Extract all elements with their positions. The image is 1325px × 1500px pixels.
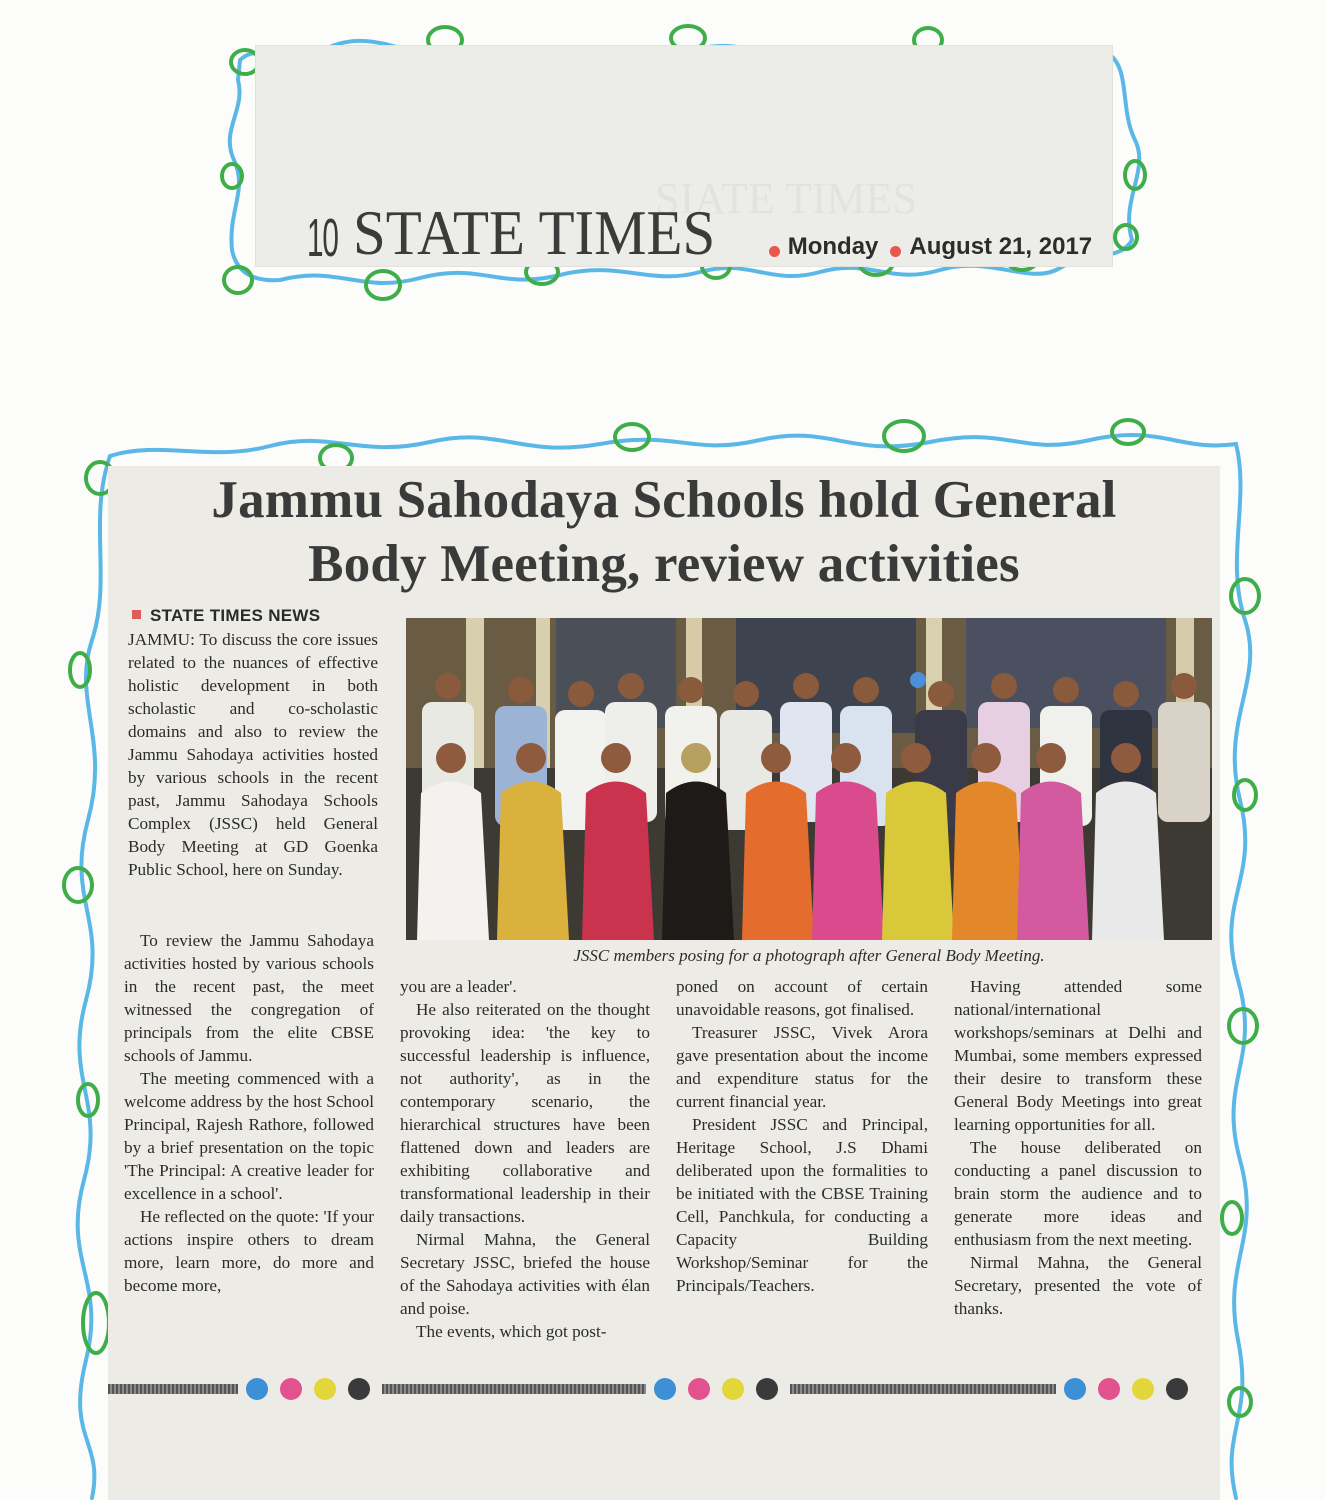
registration-dot	[1132, 1378, 1154, 1400]
column-1-top	[128, 628, 378, 881]
paragraph: He also reiterated on the thought provoking idea: 'the key to successful leadership is influence, not authority', as in the contemporary scenario, the hierarchical structures have been flattened down and leaders are exhibiting collaborative and transformational leadership in their daily transactions.	[400, 1000, 650, 1226]
registration-dot	[280, 1378, 302, 1400]
bullet-square-icon	[132, 610, 141, 619]
photo-caption: JSSC members posing for a photograph after General Body Meeting.	[573, 946, 1045, 965]
column-3	[676, 975, 928, 1297]
paragraph: He reflected on the quote: 'If your actions inspire others to dream more, learn more, do more and become more,	[124, 1207, 374, 1295]
paragraph: Nirmal Mahna, the General Secretary JSSC, briefed the house of the Sahodaya activities with élan and poise.	[400, 1230, 650, 1318]
registration-dot	[1098, 1378, 1120, 1400]
headline	[108, 468, 1220, 596]
registration-dot	[348, 1378, 370, 1400]
headline-line-1: Jammu Sahodaya Schools hold General	[211, 471, 1117, 529]
paragraph: The events, which got post-	[416, 1322, 607, 1341]
column-1-bottom	[124, 929, 374, 1297]
bleed-through-text: SIATE TIMES	[655, 174, 917, 223]
paragraph: The house deliberated on conducting a panel discussion to brain storm the audience and to generate more ideas and enthusiasm from the next meeting.	[954, 1138, 1202, 1249]
page-number: 10	[307, 208, 338, 268]
article-clipping	[108, 466, 1220, 1500]
registration-dot	[756, 1378, 778, 1400]
paragraph: poned on account of certain unavoidable reasons, got finalised.	[676, 977, 928, 1019]
registration-dot	[246, 1378, 268, 1400]
paragraph: you are a leader'.	[400, 977, 517, 996]
masthead-clipping	[255, 45, 1113, 267]
column-4	[954, 975, 1202, 1320]
paragraph: President JSSC and Principal, Heritage School, J.S Dhami deliberated upon the formalities to be initiated with the CBSE Training Cell, Panchkula, for conducting a Capacity Building Workshop/Seminar for the Principals/Teachers.	[676, 1115, 928, 1295]
bullet-dot-icon	[890, 246, 901, 257]
photo-illustration	[406, 618, 1212, 940]
masthead	[307, 195, 1093, 268]
issue-date: August 21, 2017	[909, 233, 1093, 260]
paragraph: The meeting commenced with a welcome address by the host School Principal, Rajesh Rathore, followed by a brief presentation on the topic 'The Principal: A creative leader for excellence in a school'.	[124, 1069, 374, 1203]
issue-day: Monday	[787, 233, 879, 260]
paragraph: Nirmal Mahna, the General Secretary, presented the vote of thanks.	[954, 1253, 1202, 1318]
newspaper-name: STATE TIMES	[353, 197, 716, 268]
registration-dot	[314, 1378, 336, 1400]
paragraph: Having attended some national/international workshops/seminars at Delhi and Mumbai, some members expressed their desire to transform these General Body Meetings into great learning opportunities for all.	[954, 977, 1202, 1134]
paragraph: JAMMU: To discuss the core issues related to the nuances of effective holistic development in both scholastic and co-scholastic domains and also to review the Jammu Sahodaya activities hosted by various schools in the recent past, Jammu Sahodaya Schools Complex (JSSC) held General Body Meeting at GD Goenka Public School, here on Sunday.	[128, 630, 378, 879]
group-photo	[406, 618, 1212, 940]
byline	[132, 606, 320, 626]
paragraph: To review the Jammu Sahodaya activities hosted by various schools in the recent past, the meet witnessed the congregation of principals from the elite CBSE schools of Jammu.	[124, 931, 374, 1065]
column-2	[400, 975, 650, 1343]
registration-dot	[654, 1378, 676, 1400]
registration-dot	[722, 1378, 744, 1400]
bullet-dot-icon	[769, 246, 780, 257]
headline-line-2: Body Meeting, review activities	[308, 535, 1020, 593]
registration-dot	[1064, 1378, 1086, 1400]
byline-text: STATE TIMES NEWS	[150, 606, 321, 625]
registration-dot	[1166, 1378, 1188, 1400]
registration-dot	[688, 1378, 710, 1400]
paragraph: Treasurer JSSC, Vivek Arora gave presentation about the income and expenditure status for the current financial year.	[676, 1023, 928, 1111]
